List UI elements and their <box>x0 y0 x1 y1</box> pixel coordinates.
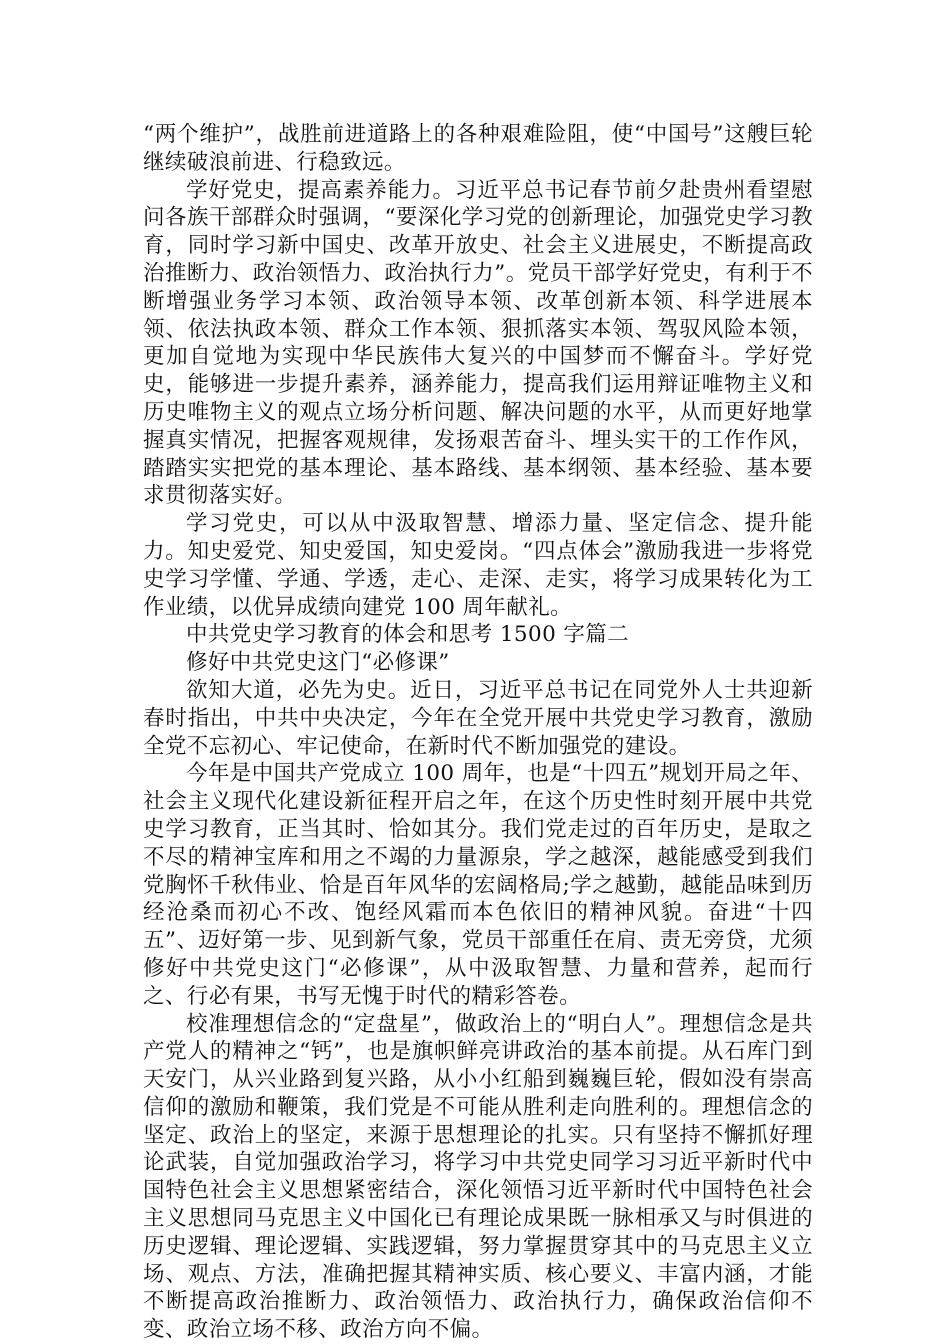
paragraph-study-party-history: 学好党史，提高素养能力。习近平总书记春节前夕赴贵州看望慰问各族干部群众时强调，“要深化学习党的创新理论，加强党史学习教育，同时学习新中国史、改革开放史、社会主义进展史，不断提高政治推断力、政治领悟力、政治执行力”。党员干部学好党史，有利于不断增强业务学习本领、政治领导本领、改革创新本领、科学进展本领、依法执政本领、群众工作本领、狠抓落实本领、驾驭风险本领，更加自觉地为实现中华民族伟大复兴的中国梦而不懈奋斗。学好党史，能够进一步提升素养，涵养能力，提高我们运用辩证唯物主义和历史唯物主义的观点立场分析问题、解决问题的水平，从而更好地掌握真实情况，把握客观规律，发扬艰苦奋斗、埋头实干的工作作风，踏踏实实把党的基本理论、基本路线、基本纲领、基本经验、基本要求贯彻落实好。 <box>143 177 813 509</box>
article-title: 修好中共党史这门“必修课” <box>186 650 450 676</box>
paragraph-learning-wisdom: 学习党史，可以从中汲取智慧、增添力量、坚定信念、提升能力。知史爱党、知史爱国，知史爱岗。“四点体会”激励我进一步将党史学习学懂、学通、学透，走心、走深、走实，将学习成果转化为工作业绩，以优异成绩向建党 100 周年献礼。 <box>143 511 813 620</box>
paragraph-ideals-beliefs: 校准理想信念的“定盘星”，做政治上的“明白人”。理想信念是共产党人的精神之“钙”，也是旗帜鲜亮讲政治的基本前提。从石库门到天安门，从兴业路到复兴路，从小小红船到巍巍巨轮，假如没有崇高信仰的激励和鞭策，我们党是不可能从胜利走向胜利的。理想信念的坚定、政治上的坚定，来源于思想理论的扎实。只有坚持不懈抓好理论武装，自觉加强政治学习，将学习中共党史同学习习近平新时代中国特色社会主义思想紧密结合，深化领悟习近平新时代中国特色社会主义思想同马克思主义中国化已有理论成果既一脉相承又与时俱进的历史逻辑、理论逻辑、实践逻辑，努力掌握贯穿其中的马克思主义立场、观点、方法，准确把握其精神实质、核心要义、丰富内涵，才能不断提高政治推断力、政治领悟力、政治执行力，确保政治信仰不变、政治立场不移、政治方向不偏。 <box>143 1011 813 1343</box>
paragraph-continuation: “两个维护”，战胜前进道路上的各种艰难险阻，使“中国号”这艘巨轮继续破浪前进、行稳致远。 <box>143 122 813 175</box>
paragraph-centenary: 今年是中国共产党成立 100 周年，也是“十四五”规划开局之年、社会主义现代化建设新征程开启之年，在这个历史性时刻开展中共党史学习教育，正当其时、恰如其分。我们党走过的百年历史，是取之不尽的精神宝库和用之不竭的力量源泉，学之越深，越能感受到我们党胸怀千秋伟业、恰是百年风华的宏阔格局;学之越勤，越能品味到历经沧桑而初心不改、饱经风霜而本色依旧的精神风貌。奋进“十四五”、迈好第一步、见到新气象，党员干部重任在肩、责无旁贷，尤须修好中共党史这门“必修课”，从中汲取智慧、力量和营养，起而行之、行必有果，书写无愧于时代的精彩答卷。 <box>143 761 813 1009</box>
document-body <box>143 121 813 1344</box>
paragraph-intro: 欲知大道，必先为史。近日，习近平总书记在同党外人士共迎新春时指出，中共中央决定，今年在全党开展中共党史学习教育，激励全党不忘初心、牢记使命，在新时代不断加强党的建设。 <box>143 677 813 759</box>
section-heading: 中共党史学习教育的体会和思考 1500 字篇二 <box>186 622 630 648</box>
